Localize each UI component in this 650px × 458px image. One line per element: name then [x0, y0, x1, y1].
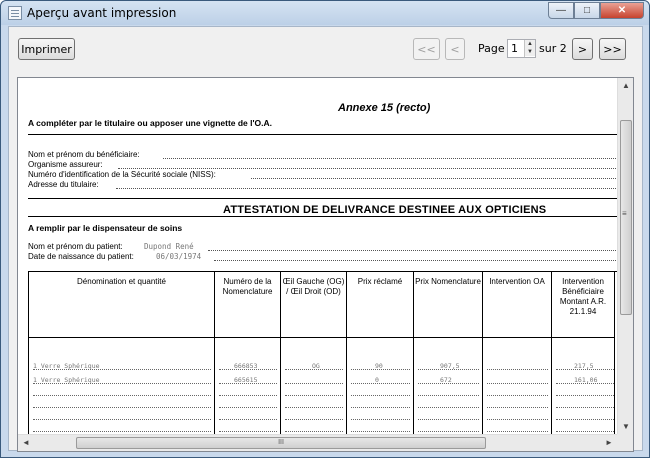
header-intervention-oa: Intervention OA	[483, 272, 552, 338]
table-cell: 0	[375, 376, 379, 384]
scroll-up-icon[interactable]: ▲	[622, 81, 630, 90]
stepper-up-icon[interactable]: ▲	[525, 40, 535, 48]
header-eye: Œil Gauche (OG) / Œil Droit (OD)	[281, 272, 347, 338]
dotted-line	[418, 395, 479, 396]
dotted-line	[285, 383, 343, 384]
document-page	[18, 78, 618, 435]
next-page-button[interactable]: >	[572, 38, 593, 60]
preview-viewport	[17, 77, 634, 452]
scroll-right-icon[interactable]: ►	[605, 438, 613, 447]
dotted-line	[251, 178, 620, 179]
annexe-title: Annexe 15 (recto)	[338, 102, 431, 114]
patient-name-value: Dupond René	[144, 242, 194, 251]
table-cell: 907,5	[440, 362, 460, 370]
vertical-scrollbar[interactable]	[617, 78, 633, 435]
grip-icon: ≡	[622, 209, 627, 218]
header-price-claimed: Prix réclamé	[347, 272, 414, 338]
dotted-line	[33, 419, 211, 420]
dotted-line	[351, 395, 410, 396]
delivery-table	[28, 271, 623, 435]
first-page-button[interactable]: <<	[413, 38, 440, 60]
table-cell: 666853	[234, 362, 258, 370]
patient-name-label: Nom et prénom du patient:	[28, 242, 123, 251]
previous-page-button[interactable]: <	[445, 38, 465, 60]
column-intervention-beneficiary	[552, 338, 615, 436]
patient-birth-label: Date de naissance du patient:	[28, 252, 134, 261]
column-price-nomenclature	[414, 338, 483, 436]
dotted-line	[285, 369, 343, 370]
dotted-line	[487, 395, 548, 396]
header-denomination: Dénomination et quantité	[29, 272, 215, 338]
maximize-button[interactable]: □	[574, 2, 600, 19]
window-controls	[548, 2, 644, 19]
table-cell: 1 Verre Sphérique	[33, 376, 100, 384]
dotted-line	[351, 419, 410, 420]
dotted-line	[418, 369, 479, 370]
table-cell: 90	[375, 362, 383, 370]
header-intervention-beneficiary: Intervention Bénéficiaire Montant A.R. 21.1.94	[552, 272, 615, 338]
table-cell: 1 Verre Sphérique	[33, 362, 100, 370]
dotted-line	[33, 407, 211, 408]
print-button[interactable]: Imprimer	[18, 38, 75, 60]
table-cell: OG	[312, 362, 320, 370]
separator-line	[28, 216, 620, 217]
provider-instruction: A remplir par le dispensateur de soins	[28, 223, 183, 233]
dotted-line	[163, 158, 620, 159]
dotted-line	[33, 369, 211, 370]
dotted-line	[351, 431, 410, 432]
dotted-line	[556, 419, 614, 420]
dotted-line	[351, 383, 410, 384]
header-nomenclature-number: Numéro de la Nomenclature	[215, 272, 281, 338]
dotted-line	[208, 250, 620, 251]
table-cell: 161,06	[574, 376, 598, 384]
holder-instruction: A compléter par le titulaire ou apposer une vignette de l'O.A.	[28, 118, 273, 128]
close-button[interactable]: ✕	[600, 2, 644, 19]
dotted-line	[351, 407, 410, 408]
dotted-line	[33, 383, 211, 384]
table-cell: 672	[440, 376, 452, 384]
patient-birth-value: 06/03/1974	[156, 252, 202, 261]
dotted-line	[487, 431, 548, 432]
horizontal-scrollbar[interactable]	[18, 434, 633, 451]
stepper-down-icon[interactable]: ▼	[525, 48, 535, 56]
attestation-heading: ATTESTATION DE DELIVRANCE DESTINEE AUX OPTICIENS	[223, 204, 547, 216]
table-cell: 217,5	[574, 362, 594, 370]
dotted-line	[418, 419, 479, 420]
horizontal-scroll-thumb[interactable]: III	[76, 437, 486, 449]
page-count-label: sur 2	[539, 42, 567, 55]
dotted-line	[487, 369, 548, 370]
header-price-nomenclature: Prix Nomenclature	[414, 272, 483, 338]
dotted-line	[487, 419, 548, 420]
separator-line	[28, 134, 620, 135]
dotted-line	[219, 431, 277, 432]
dotted-line	[285, 431, 343, 432]
last-page-button[interactable]: >>	[599, 38, 626, 60]
dotted-line	[556, 431, 614, 432]
table-cell: 665615	[234, 376, 258, 384]
dotted-line	[116, 188, 620, 189]
window-title: Aperçu avant impression	[27, 6, 177, 20]
insurer-label: Organisme assureur:	[28, 160, 103, 169]
scroll-left-icon[interactable]: ◄	[22, 438, 30, 447]
page-number-value[interactable]: 1	[511, 42, 518, 55]
separator-line	[28, 198, 620, 199]
dotted-line	[418, 407, 479, 408]
scrollbar-corner	[617, 434, 633, 451]
niss-label: Numéro d'identification de la Sécurité sociale (NISS):	[28, 170, 216, 179]
beneficiary-name-label: Nom et prénom du bénéficiaire:	[28, 150, 140, 159]
dotted-line	[556, 383, 614, 384]
column-nomenclature-number	[215, 338, 281, 436]
dotted-line	[418, 431, 479, 432]
dotted-line	[219, 419, 277, 420]
dotted-line	[219, 383, 277, 384]
dotted-line	[219, 395, 277, 396]
dotted-line	[214, 260, 620, 261]
column-denomination	[29, 338, 215, 436]
stepper-arrows[interactable]	[524, 40, 535, 57]
vertical-scroll-thumb[interactable]	[620, 120, 632, 315]
dotted-line	[556, 407, 614, 408]
scroll-down-icon[interactable]: ▼	[622, 422, 630, 431]
dotted-line	[487, 383, 548, 384]
page-number-stepper[interactable]	[507, 39, 536, 58]
dotted-line	[33, 431, 211, 432]
dotted-line	[556, 395, 614, 396]
dotted-line	[351, 369, 410, 370]
document-icon	[8, 6, 22, 20]
column-eye	[281, 338, 347, 436]
holder-address-label: Adresse du titulaire:	[28, 180, 99, 189]
dotted-line	[487, 407, 548, 408]
dotted-line	[285, 395, 343, 396]
client-area	[8, 26, 643, 451]
dotted-line	[285, 407, 343, 408]
dotted-line	[33, 395, 211, 396]
dotted-line	[118, 168, 620, 169]
dotted-line	[219, 369, 277, 370]
dotted-line	[219, 407, 277, 408]
dotted-line	[285, 419, 343, 420]
page-label: Page	[478, 42, 505, 55]
column-price-claimed	[347, 338, 414, 436]
dotted-line	[418, 383, 479, 384]
column-intervention-oa	[483, 338, 552, 436]
dotted-line	[556, 369, 614, 370]
minimize-button[interactable]: —	[548, 2, 574, 19]
title-bar[interactable]	[1, 1, 649, 25]
